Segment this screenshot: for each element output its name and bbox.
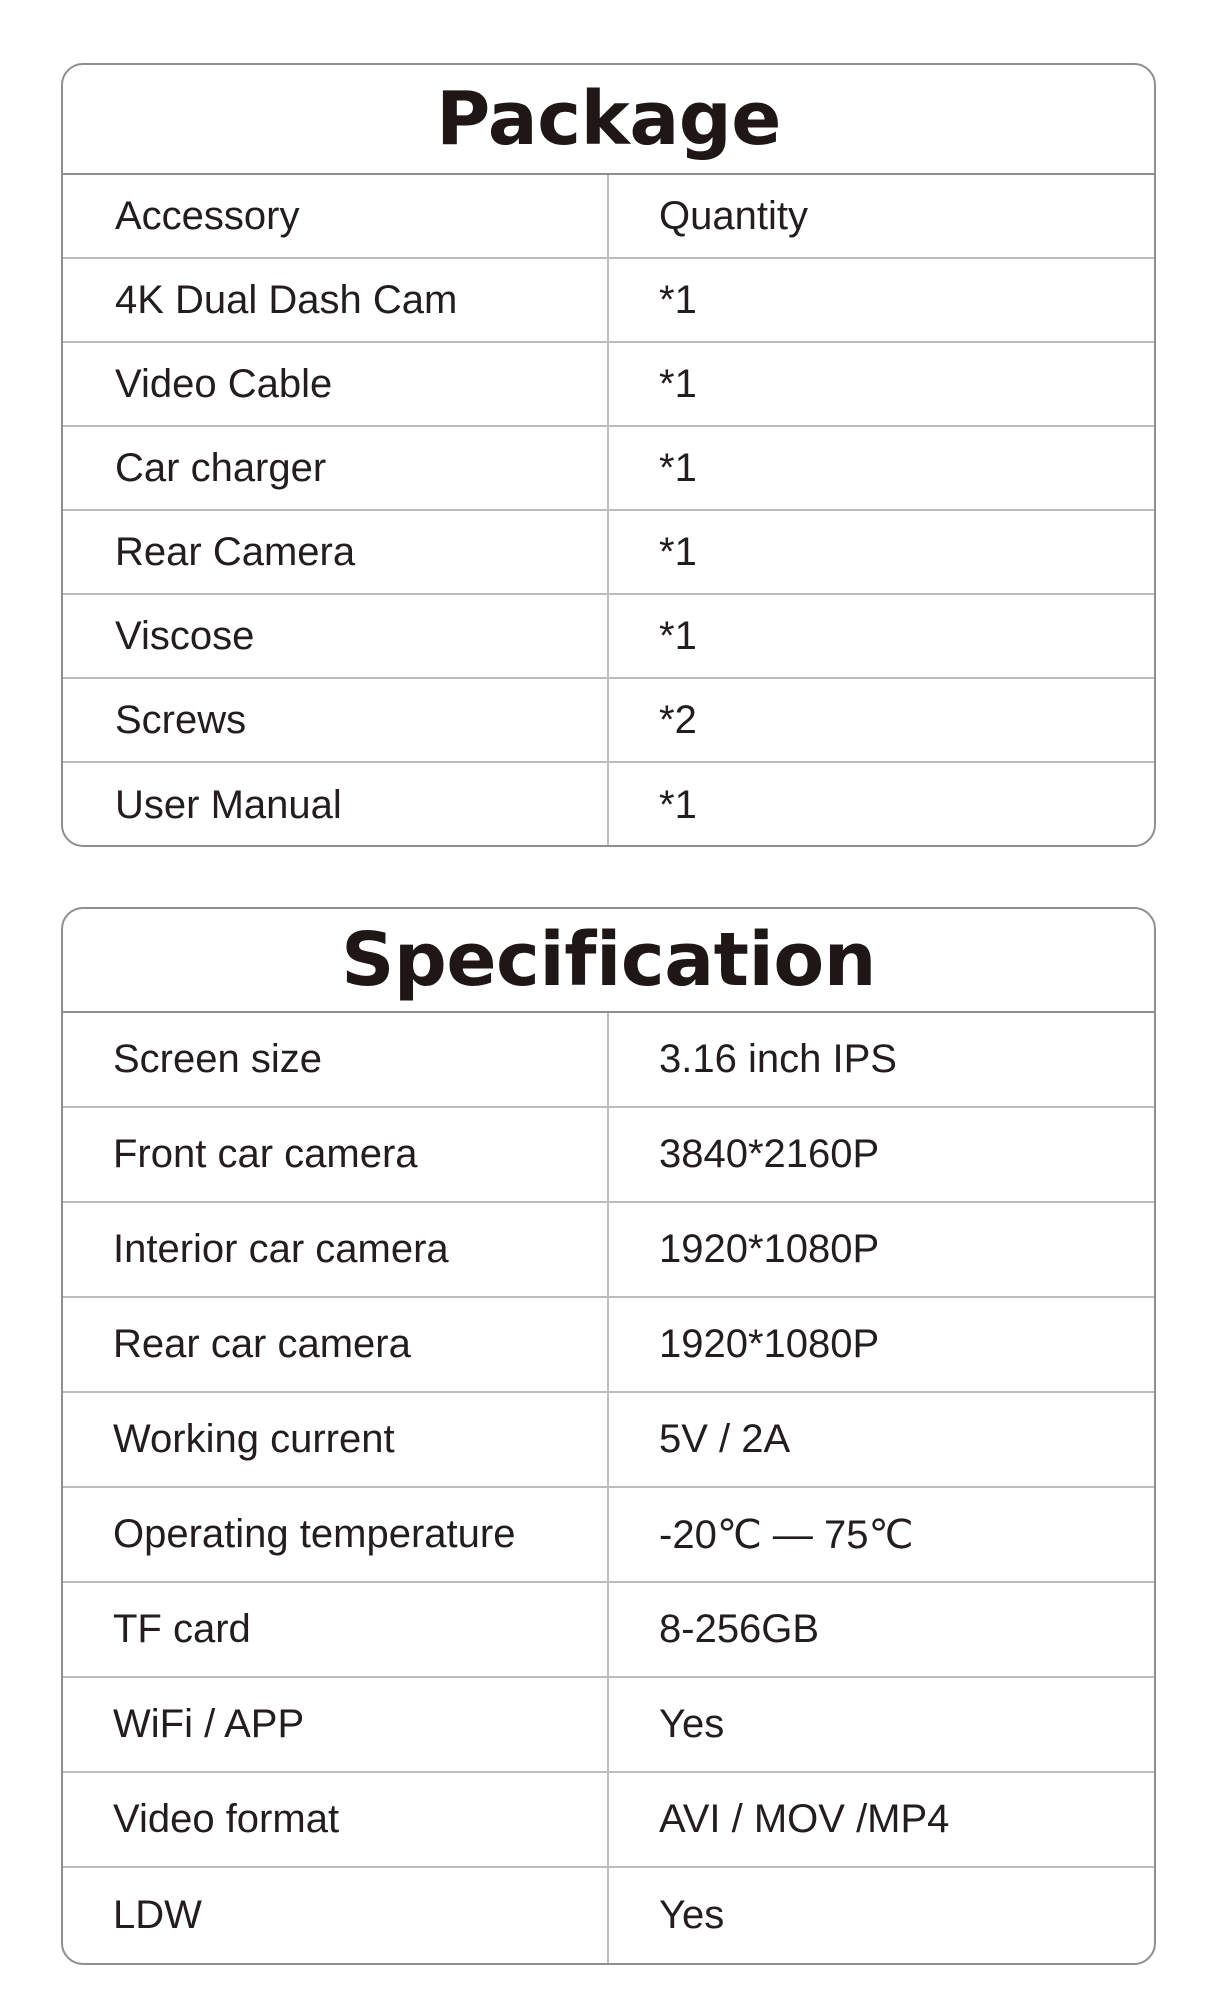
package-rows: [63, 175, 1154, 847]
spec-label: Working current: [63, 1393, 609, 1486]
spec-value: 1920*1080P: [659, 1322, 880, 1366]
specification-title: Specification: [63, 909, 1154, 1013]
spec-row: [63, 1773, 1154, 1868]
package-title: Package: [63, 65, 1154, 175]
spec-row: [63, 1298, 1154, 1393]
column-header-quantity: Quantity: [659, 193, 808, 238]
spec-label: Front car camera: [63, 1108, 609, 1201]
accessory-name: Car charger: [63, 427, 609, 509]
specification-table: [61, 907, 1156, 1965]
spec-label: Screen size: [63, 1013, 609, 1106]
accessory-name: 4K Dual Dash Cam: [63, 259, 609, 341]
accessory-quantity: *1: [659, 613, 697, 658]
column-header-accessory: Accessory: [63, 175, 609, 257]
package-row: [63, 763, 1154, 847]
package-table: [61, 63, 1156, 847]
package-row: [63, 679, 1154, 763]
package-row: [63, 511, 1154, 595]
accessory-name: Screws: [63, 679, 609, 761]
spec-value: 3.16 inch IPS: [659, 1037, 897, 1081]
spec-label: TF card: [63, 1583, 609, 1676]
spec-row: [63, 1868, 1154, 1963]
package-row: [63, 595, 1154, 679]
accessory-name: Rear Camera: [63, 511, 609, 593]
package-header-row: [63, 175, 1154, 259]
spec-label: Operating temperature: [63, 1488, 609, 1581]
package-row: [63, 259, 1154, 343]
package-row: [63, 343, 1154, 427]
spec-value: 3840*2160P: [659, 1132, 880, 1176]
spec-row: [63, 1108, 1154, 1203]
accessory-name: Viscose: [63, 595, 609, 677]
spec-row: [63, 1583, 1154, 1678]
spec-row: [63, 1013, 1154, 1108]
spec-row: [63, 1678, 1154, 1773]
spec-value: 1920*1080P: [659, 1227, 880, 1271]
spec-label: WiFi / APP: [63, 1678, 609, 1771]
spec-label: Rear car camera: [63, 1298, 609, 1391]
spec-value: -20℃ — 75℃: [659, 1512, 914, 1557]
spec-value: 8-256GB: [659, 1607, 820, 1651]
accessory-quantity: *2: [659, 697, 697, 742]
accessory-quantity: *1: [659, 361, 697, 406]
accessory-quantity: *1: [659, 277, 697, 322]
spec-value: AVI / MOV /MP4: [659, 1797, 950, 1841]
accessory-quantity: *1: [659, 782, 697, 827]
accessory-quantity: *1: [659, 529, 697, 574]
accessory-name: Video Cable: [63, 343, 609, 425]
spec-row: [63, 1203, 1154, 1298]
spec-value: Yes: [659, 1893, 725, 1937]
spec-value: 5V / 2A: [659, 1417, 791, 1461]
package-row: [63, 427, 1154, 511]
spec-label: LDW: [63, 1868, 609, 1963]
accessory-name: User Manual: [63, 763, 609, 847]
spec-label: Video format: [63, 1773, 609, 1866]
specification-rows: [63, 1013, 1154, 1963]
spec-value: Yes: [659, 1702, 725, 1746]
spec-row: [63, 1393, 1154, 1488]
accessory-quantity: *1: [659, 445, 697, 490]
spec-label: Interior car camera: [63, 1203, 609, 1296]
spec-row: [63, 1488, 1154, 1583]
